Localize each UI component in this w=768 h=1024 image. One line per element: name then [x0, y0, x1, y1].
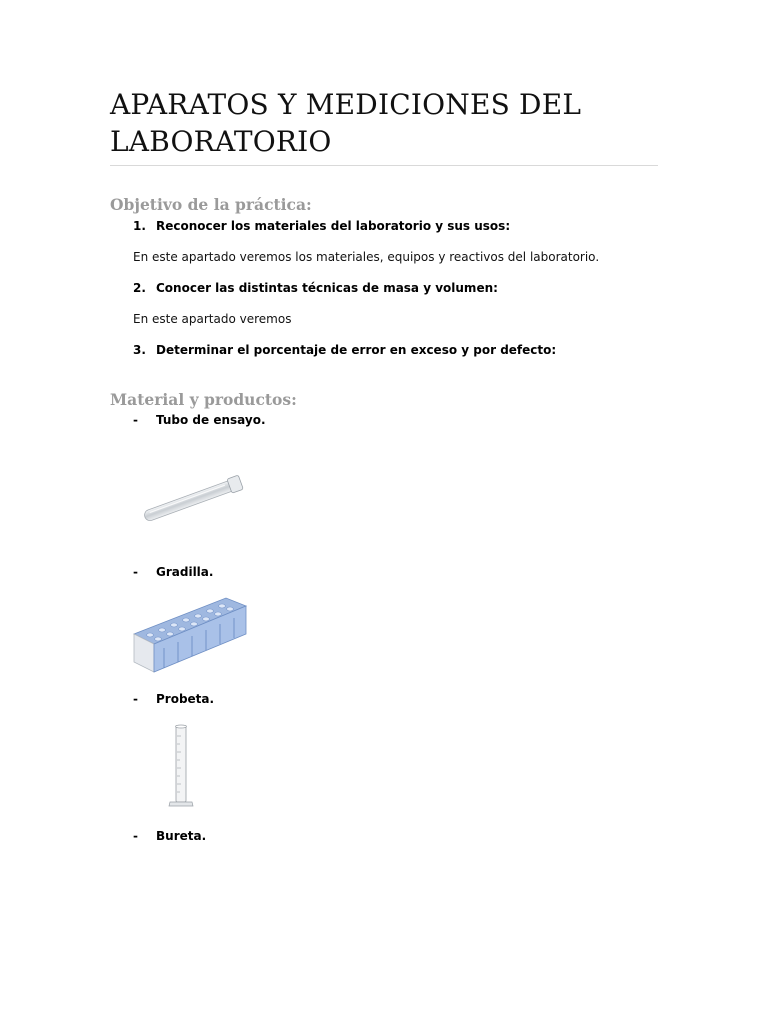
bullet-dash: -	[133, 692, 138, 706]
document-title: APARATOS Y MEDICIONES DEL LABORATORIO	[110, 88, 582, 158]
bullet-dash: -	[133, 829, 138, 843]
bullet-dash: -	[133, 413, 138, 427]
material-item-text: Bureta.	[156, 829, 207, 843]
list-number: 2.	[133, 281, 146, 295]
material-item-text: Gradilla.	[156, 565, 214, 579]
title-divider	[110, 165, 658, 166]
bullet-dash: -	[133, 565, 138, 579]
material-item-text: Tubo de ensayo.	[156, 413, 266, 427]
objective-item-2-description: En este apartado veremos	[133, 312, 292, 326]
objective-heading: Objetivo de la práctica:	[110, 195, 312, 214]
list-number: 3.	[133, 343, 146, 357]
materials-heading: Material y productos:	[110, 390, 297, 409]
objective-item-text: Conocer las distintas técnicas de masa y volumen:	[156, 281, 498, 295]
material-item-text: Probeta.	[156, 692, 215, 706]
list-number: 1.	[133, 219, 146, 233]
test-tube-image	[136, 472, 250, 528]
objective-item-1-description: En este apartado veremos los materiales, equipos y reactivos del laboratorio.	[133, 250, 600, 264]
test-tube-rack-image	[130, 592, 250, 678]
objective-item-text: Reconocer los materiales del laboratorio y sus usos:	[156, 219, 511, 233]
graduated-cylinder-image	[166, 724, 196, 808]
objective-item-text: Determinar el porcentaje de error en exceso y por defecto:	[156, 343, 557, 357]
